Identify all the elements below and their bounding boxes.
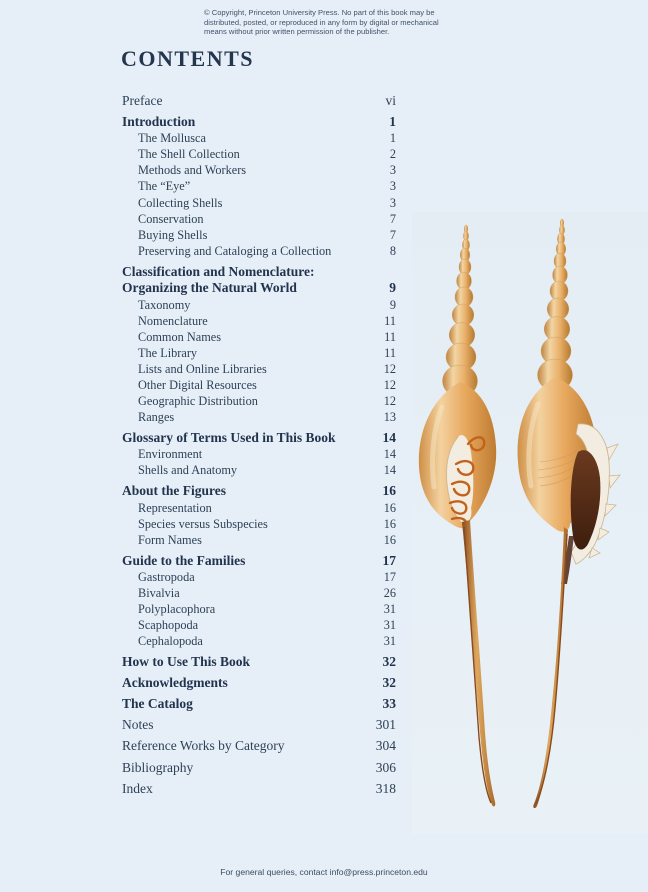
toc-entry-label: Glossary of Terms Used in This Book: [122, 429, 336, 445]
toc-entry-label: Taxonomy: [138, 297, 191, 312]
toc-entry: [122, 361, 396, 377]
toc-entry: [122, 430, 396, 447]
toc-entry-page: 7: [389, 211, 396, 226]
toc-entry-label: Bibliography: [122, 759, 194, 775]
toc-entry-label: Representation: [138, 500, 212, 515]
toc-entry-label: Reference Works by Category: [122, 738, 285, 754]
toc-entry: [122, 264, 396, 281]
toc-entry: [122, 760, 396, 777]
right-shell: [518, 219, 620, 808]
toc-entry-page: 14: [383, 463, 396, 478]
toc-entry-page: 12: [383, 361, 396, 376]
toc-entry: [122, 516, 396, 532]
toc-entry-label: Preserving and Cataloging a Collection: [138, 243, 332, 258]
toc-entry-label: The “Eye”: [138, 179, 191, 194]
toc-entry: [122, 617, 396, 633]
toc-entry-label: Classification and Nomenclature:: [122, 263, 315, 279]
toc-entry-page: 304: [375, 738, 396, 754]
table-of-contents: [122, 88, 396, 797]
toc-entry-page: 12: [383, 378, 396, 392]
footer-contact: For general queries, contact info@press.princeton.edu: [220, 867, 428, 877]
toc-entry: [122, 409, 396, 425]
copyright-notice: © Copyright, Princeton University Press. No part of this book may be distributed, posted, or reproduced in any form by digital or mechanical means without prior written permission of the publisher.: [204, 8, 439, 37]
toc-entry-page: 301: [375, 717, 396, 733]
toc-entry-page: 16: [382, 483, 396, 499]
toc-entry: [122, 227, 396, 243]
toc-entry-page: 9: [389, 297, 396, 312]
toc-entry-label: Guide to the Families: [122, 552, 246, 568]
toc-entry-label: Cephalopoda: [138, 634, 203, 649]
toc-entry-label: Lists and Online Libraries: [138, 361, 267, 376]
toc-entry-page: 14: [382, 429, 396, 445]
toc-entry-page: 16: [383, 532, 396, 547]
toc-entry: [122, 654, 396, 671]
toc-entry-label: Index: [122, 780, 153, 796]
toc-entry: [122, 696, 396, 713]
toc-entry-label: Collecting Shells: [138, 195, 223, 210]
toc-entry-page: 26: [383, 586, 396, 601]
left-shell: [419, 225, 496, 806]
toc-entry-label: Common Names: [138, 329, 221, 344]
toc-entry-page: vi: [385, 92, 396, 108]
toc-entry-label: Bivalvia: [138, 586, 180, 601]
toc-entry-label: Nomenclature: [138, 313, 208, 328]
toc-entry-page: 3: [389, 195, 396, 210]
toc-entry-label: The Shell Collection: [138, 147, 240, 162]
toc-entry-label: The Catalog: [122, 696, 193, 712]
toc-entry: [122, 243, 396, 259]
toc-entry: [122, 146, 396, 162]
toc-entry: [122, 280, 396, 297]
toc-entry: [122, 178, 396, 194]
toc-entry: [122, 446, 396, 462]
toc-entry-page: 17: [382, 552, 396, 568]
toc-entry-label: How to Use This Book: [122, 654, 251, 670]
toc-entry-label: Scaphopoda: [138, 618, 199, 633]
toc-entry-page: 3: [389, 179, 396, 194]
toc-entry-label: Ranges: [138, 410, 175, 425]
shell-photo: [412, 212, 648, 834]
toc-entry: [122, 297, 396, 313]
shell-illustration: [412, 212, 648, 834]
toc-entry-label: Shells and Anatomy: [138, 463, 238, 478]
toc-entry-page: 13: [383, 410, 396, 425]
toc-entry-label: Acknowledgments: [122, 675, 228, 691]
toc-entry-page: 31: [383, 602, 396, 617]
toc-entry-page: 318: [375, 780, 396, 796]
toc-entry-page: 3: [389, 163, 396, 178]
toc-entry-page: 7: [389, 227, 396, 242]
toc-entry: [122, 532, 396, 548]
toc-entry-label: Form Names: [138, 532, 202, 547]
toc-entry: [122, 377, 396, 393]
toc-entry-page: 16: [383, 500, 396, 515]
toc-entry-label: Methods and Workers: [138, 163, 247, 178]
toc-entry: [122, 569, 396, 585]
toc-entry: [122, 633, 396, 649]
toc-entry-page: 306: [375, 759, 396, 775]
toc-entry: [122, 93, 396, 110]
toc-entry: [122, 462, 396, 478]
toc-entry: [122, 585, 396, 601]
toc-entry: [122, 675, 396, 692]
toc-entry: [122, 345, 396, 361]
toc-entry-page: 9: [389, 280, 396, 296]
toc-entry-label: Geographic Distribution: [138, 394, 258, 409]
toc-entry-label: Introduction: [122, 113, 196, 129]
toc-entry-page: 8: [389, 243, 396, 258]
toc-entry: [122, 738, 396, 755]
toc-entry: [122, 313, 396, 329]
toc-entry-label: Other Digital Resources: [138, 378, 257, 392]
toc-entry-label: The Library: [138, 345, 198, 360]
toc-entry-page: 16: [383, 516, 396, 531]
toc-entry-label: Organizing the Natural World: [122, 280, 297, 296]
toc-entry: [122, 211, 396, 227]
toc-entry-label: Environment: [138, 447, 203, 462]
toc-entry: [122, 483, 396, 500]
toc-entry-label: Preface: [122, 92, 163, 108]
toc-entry-page: 14: [383, 447, 396, 462]
toc-entry: [122, 130, 396, 146]
toc-entry-label: Species versus Subspecies: [138, 516, 268, 531]
toc-entry-page: 33: [382, 696, 396, 712]
toc-entry: [122, 329, 396, 345]
toc-entry-page: 1: [389, 131, 396, 146]
toc-entry-label: The Mollusca: [138, 131, 206, 146]
toc-entry-label: About the Figures: [122, 483, 227, 499]
toc-entry: [122, 781, 396, 798]
toc-entry: [122, 553, 396, 570]
toc-entry: [122, 393, 396, 409]
toc-entry: [122, 114, 396, 131]
toc-entry-page: 31: [383, 634, 396, 649]
toc-entry: [122, 717, 396, 734]
page-title: CONTENTS: [121, 46, 255, 71]
toc-entry-page: 17: [383, 570, 396, 585]
toc-entry-label: Buying Shells: [138, 227, 208, 242]
toc-entry-page: 11: [384, 345, 396, 360]
toc-entry-label: Conservation: [138, 211, 204, 226]
toc-entry-label: Gastropoda: [138, 570, 195, 585]
toc-entry-page: 11: [384, 313, 396, 328]
toc-entry-page: 31: [383, 618, 396, 633]
toc-entry: [122, 195, 396, 211]
toc-entry: [122, 500, 396, 516]
toc-entry-page: 11: [384, 329, 396, 344]
toc-entry-page: 32: [382, 654, 396, 670]
toc-entry-page: 12: [383, 394, 396, 409]
toc-entry: [122, 601, 396, 617]
toc-entry: [122, 162, 396, 178]
toc-entry-page: 2: [389, 147, 396, 162]
toc-entry-label: Notes: [122, 717, 154, 733]
toc-entry-label: Polyplacophora: [138, 602, 216, 617]
toc-entry-page: 32: [382, 675, 396, 691]
toc-entry-page: 1: [389, 113, 396, 129]
